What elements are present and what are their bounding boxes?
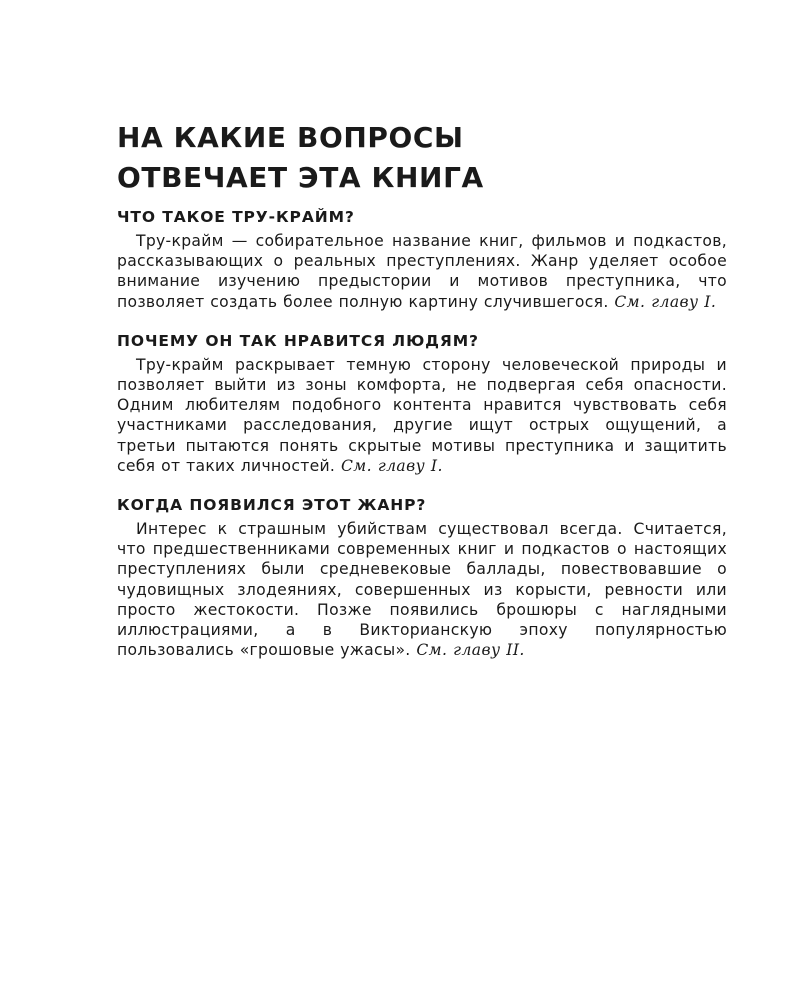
page-title xyxy=(117,118,727,198)
section-when-appeared xyxy=(117,495,727,660)
section-body xyxy=(117,519,727,660)
book-page xyxy=(117,118,727,679)
chapter-reference: См. главу I. xyxy=(614,292,717,311)
section-heading: ЧТО ТАКОЕ ТРУ-КРАЙМ? xyxy=(117,208,355,226)
page-title-line-1: НА КАКИЕ ВОПРОСЫ xyxy=(117,121,464,154)
section-heading: ПОЧЕМУ ОН ТАК НРАВИТСЯ ЛЮДЯМ? xyxy=(117,331,479,350)
chapter-reference: См. главу II. xyxy=(416,641,525,660)
section-why-popular xyxy=(117,331,727,476)
section-body-text: Интерес к страшным убийствам существовал всегда. Считается, что предшественниками современных книг и подкастов о настоящих преступлениях были средневековые баллады, повествовавшие о чудовищных злодеяниях, совершенных из корысти, ревности или просто жестокости. Позже появились брошюры с наглядными иллюстрациями, а в Викторианскую эпоху популярностью пользовались «грошовые ужасы». xyxy=(117,520,727,660)
section-body xyxy=(117,231,727,312)
section-body-text: Тру-крайм раскрывает темную сторону человеческой природы и позволяет выйти из зоны комфорта, не подвергая себя опасности. Одним любителям подобного контента нравится чувствовать себя участниками расследования, другие ищут острых ощущений, а третьи пытаются понять скрытые мотивы преступника и защитить себя от таких личностей. xyxy=(117,355,727,475)
section-what-is-true-crime xyxy=(117,207,727,312)
page-title-line-2: ОТВЕЧАЕТ ЭТА КНИГА xyxy=(117,161,484,194)
section-body-text: Тру-крайм — собирательное название книг, фильмов и подкастов, рассказывающих о реальных преступлениях. Жанр уделяет особое внимание изучению предыстории и мотивов преступника, что позволяет создать более полную картину случившегося. xyxy=(117,232,727,311)
chapter-reference: См. главу I. xyxy=(340,456,443,475)
section-heading: КОГДА ПОЯВИЛСЯ ЭТОТ ЖАНР? xyxy=(117,496,427,515)
section-body xyxy=(117,355,727,476)
